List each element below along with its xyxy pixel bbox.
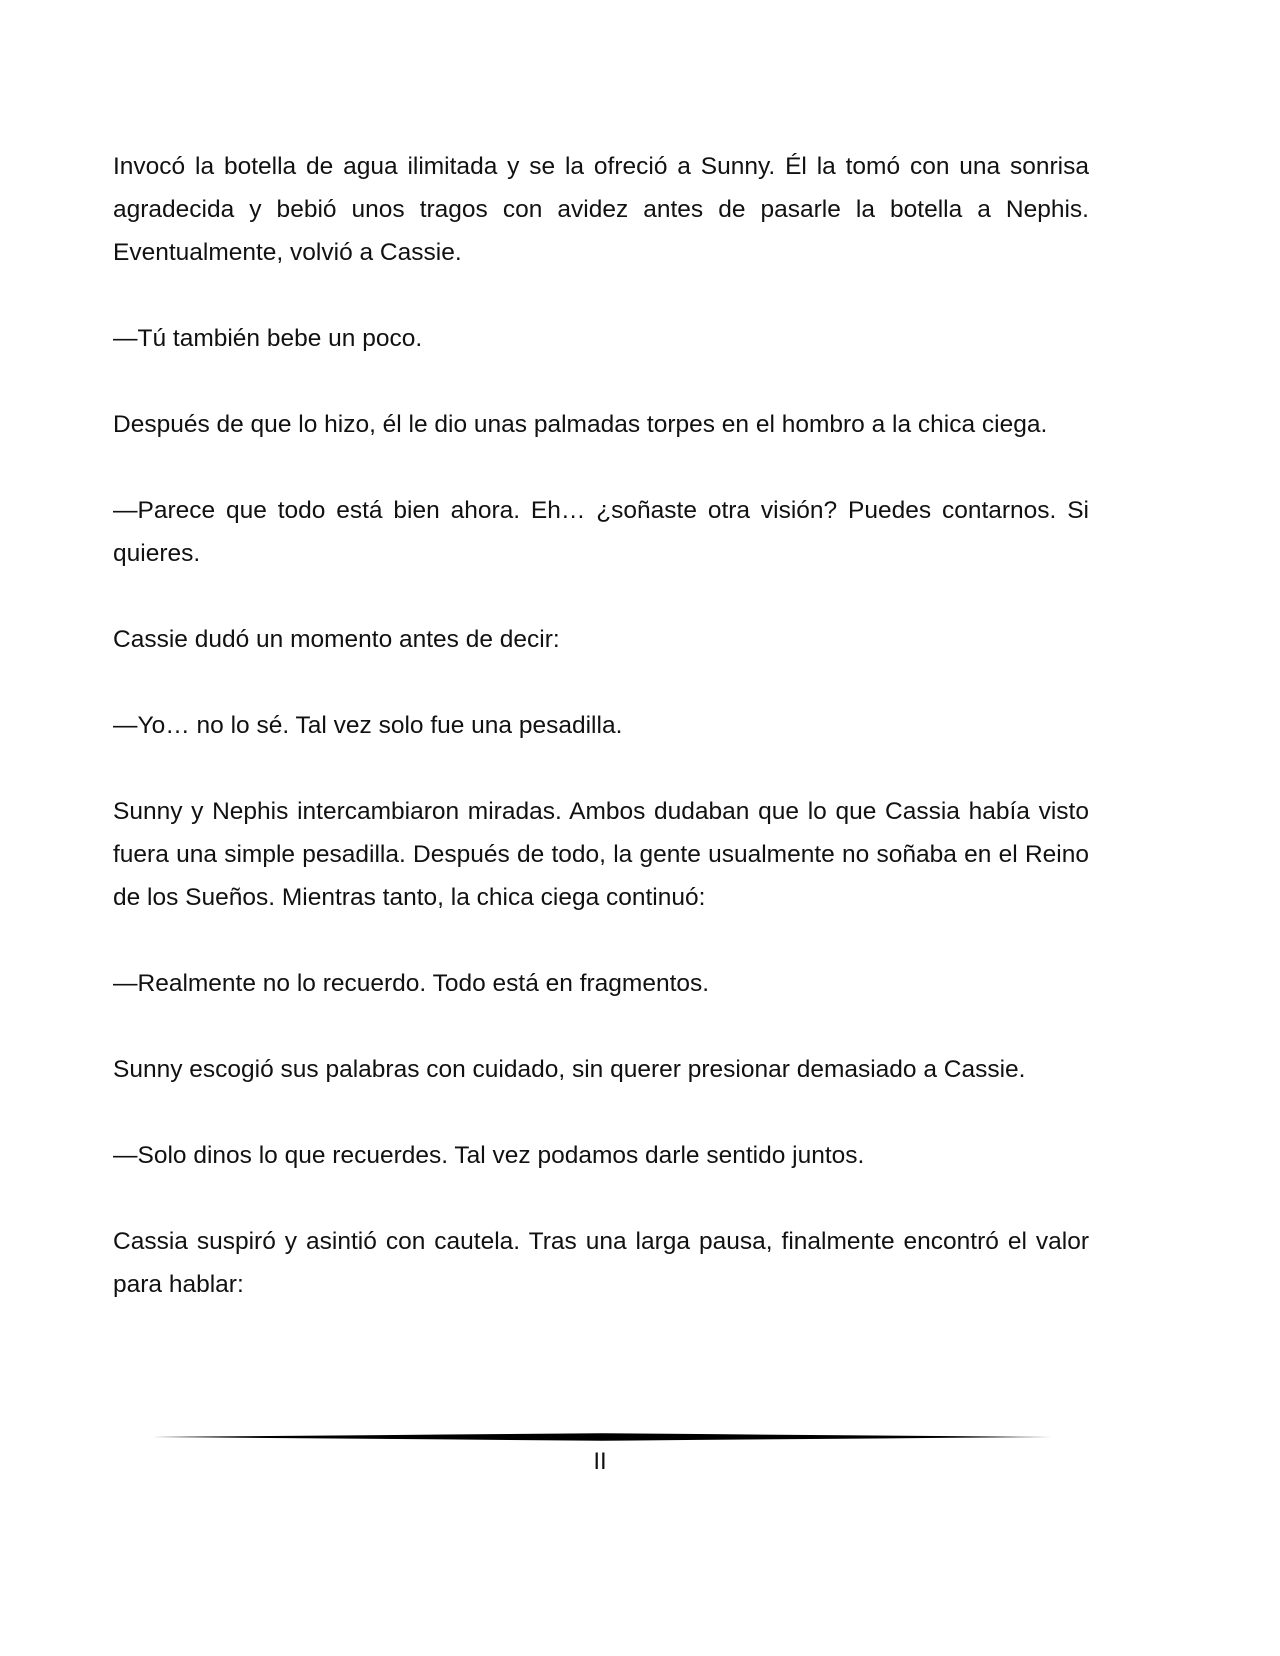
body-text (113, 145, 1089, 1349)
paragraph: —Solo dinos lo que recuerdes. Tal vez podamos darle sentido juntos. (113, 1142, 865, 1169)
paragraph: Invocó la botella de agua ilimitada y se la ofreció a Sunny. Él la tomó con una sonrisa agradecida y bebió unos tragos con avidez antes de pasarle la botella a Nephis. Eventualmente, volvió a Cassie. (113, 153, 1089, 266)
paragraph: Sunny y Nephis intercambiaron miradas. Ambos dudaban que lo que Cassia había visto fuera una simple pesadilla. Después de todo, la gente usualmente no soñaba en el Reino de los Sueños. Mientras tanto, la chica ciega continuó: (113, 798, 1089, 911)
paragraph: Sunny escogió sus palabras con cuidado, sin querer presionar demasiado a Cassie. (113, 1056, 1026, 1083)
paragraph: Cassie dudó un momento antes de decir: (113, 626, 560, 653)
paragraph: —Tú también bebe un poco. (113, 325, 423, 352)
footer-divider (152, 1432, 1052, 1442)
paragraph: —Realmente no lo recuerdo. Todo está en fragmentos. (113, 970, 710, 997)
paragraph: Cassia suspiró y asintió con cautela. Tras una larga pausa, finalmente encontró el valor para hablar: (113, 1228, 1089, 1298)
paragraph: —Parece que todo está bien ahora. Eh… ¿soñaste otra visión? Puedes contarnos. Si quieres. (113, 497, 1089, 567)
paragraph: —Yo… no lo sé. Tal vez solo fue una pesadilla. (113, 712, 623, 739)
page-number: II (593, 1448, 607, 1475)
paragraph: Después de que lo hizo, él le dio unas palmadas torpes en el hombro a la chica ciega. (113, 411, 1048, 438)
